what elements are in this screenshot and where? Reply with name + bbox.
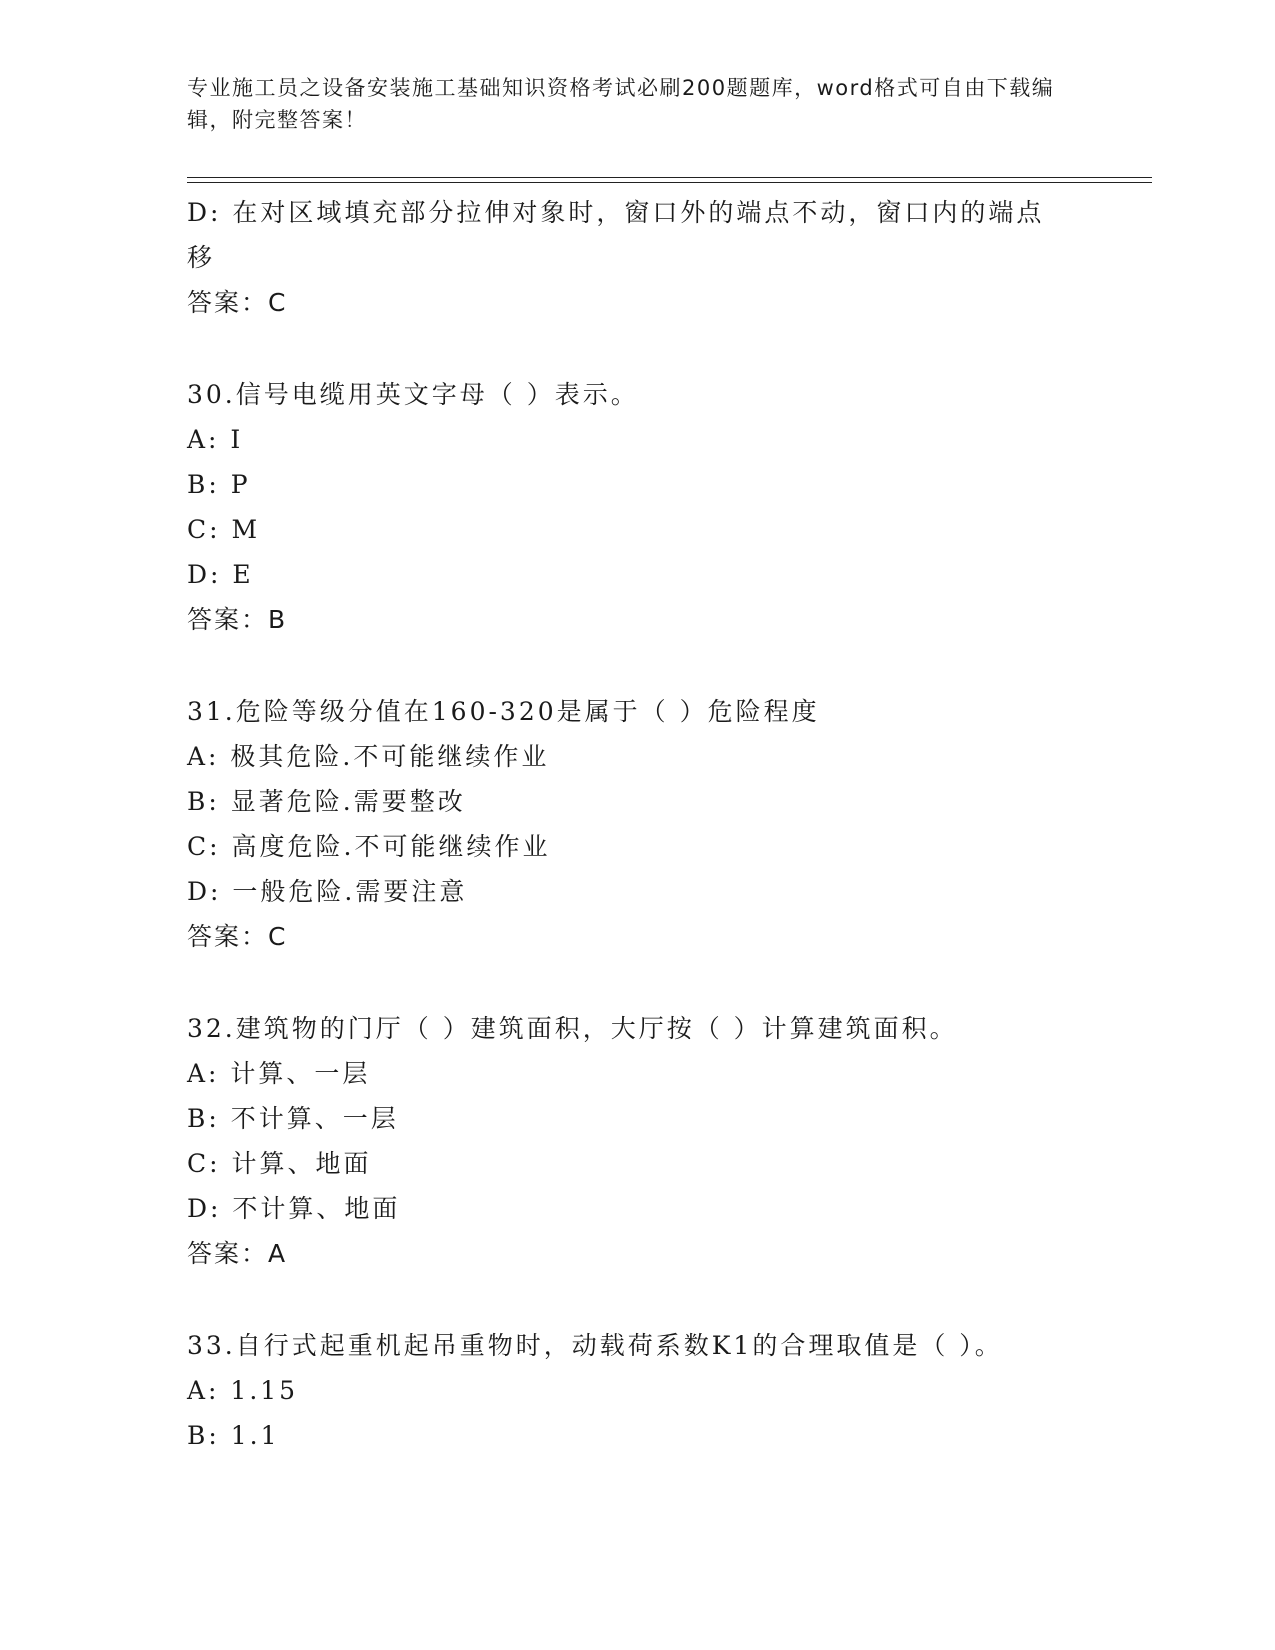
answer: 答案：C (187, 288, 288, 317)
option-a: A: 极其危险.不可能继续作业 (187, 742, 550, 771)
question-32 (187, 1006, 1087, 1276)
question-title: 32.建筑物的门厅（ ）建筑面积，大厅按（ ）计算建筑面积。 (187, 1014, 958, 1043)
option-c: C: 高度危险.不可能继续作业 (187, 832, 551, 861)
question-title: 30.信号电缆用英文字母（ ）表示。 (187, 380, 639, 409)
option-d: D: 不计算、地面 (187, 1194, 401, 1223)
answer: 答案：C (187, 922, 288, 951)
question-30 (187, 372, 1087, 642)
header-divider-bottom (187, 182, 1152, 183)
question-33 (187, 1323, 1087, 1458)
option-a: A: I (187, 425, 244, 454)
option-c: C: 计算、地面 (187, 1149, 372, 1178)
answer: 答案：B (187, 605, 288, 634)
option-b: B: P (187, 470, 251, 499)
option-d: D: 一般危险.需要注意 (187, 877, 468, 906)
option-b: B: 显著危险.需要整改 (187, 787, 466, 816)
question-title: 33.自行式起重机起吊重物时，动载荷系数K1的合理取值是（ ）。 (187, 1331, 1003, 1360)
option-d: D: E (187, 560, 254, 589)
header-divider-top (187, 177, 1152, 178)
question-title: 31.危险等级分值在160-320是属于（ ）危险程度 (187, 697, 820, 726)
option-b: B: 不计算、一层 (187, 1104, 399, 1133)
option-c: C: M (187, 515, 261, 544)
option-a: A: 计算、一层 (187, 1059, 371, 1088)
answer: 答案：A (187, 1239, 288, 1268)
option-d: D: 在对区域填充部分拉伸对象时，窗口外的端点不动，窗口内的端点移 (187, 198, 1045, 272)
question-list (187, 190, 1087, 1458)
option-a: A: 1.15 (187, 1376, 299, 1405)
option-b: B: 1.1 (187, 1421, 280, 1450)
document-intro: 专业施工员之设备安装施工基础知识资格考试必刷200题题库，word格式可自由下载编辑，附完整答案！ (187, 76, 1055, 132)
question-31 (187, 689, 1087, 959)
